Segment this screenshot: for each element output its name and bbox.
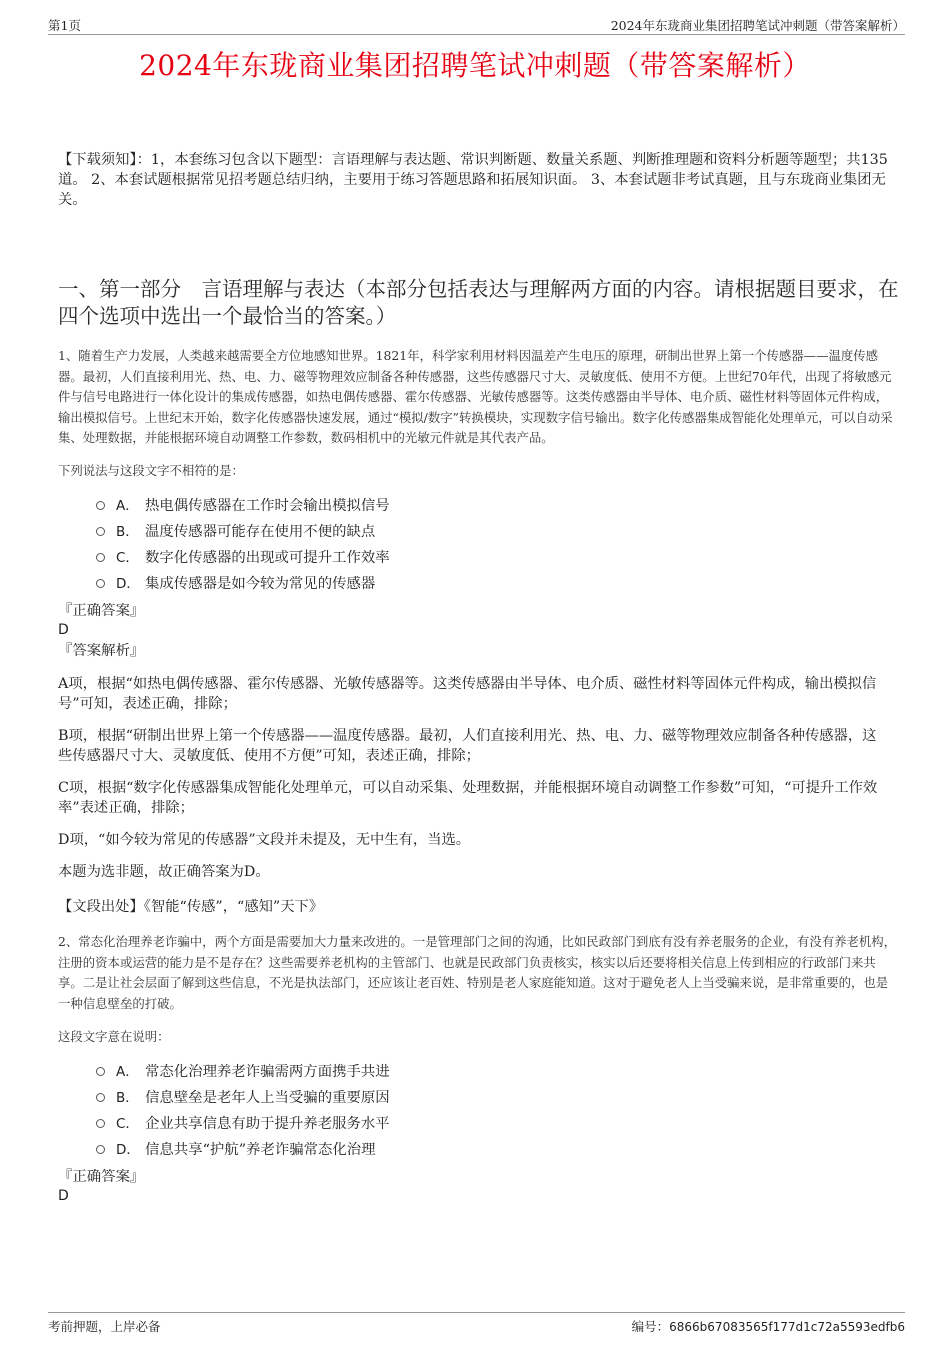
q2-question: 这段文字意在说明： [58, 1029, 170, 1044]
page-number: 第1页 [48, 18, 81, 33]
radio-icon[interactable] [96, 1067, 105, 1076]
q1-conclusion: 本题为选非题，故正确答案为D。 [58, 864, 270, 880]
q1-option-c[interactable]: C． 数字化传感器的出现或可提升工作效率 [96, 545, 696, 571]
q2-passage: 2、常态化治理养老诈骗中，两个方面是需要加大力量来改进的。一是管理部门之间的沟通，比如民政部门到底有没有养老服务的企业，有没有养老机构，注册的资本或运营的能力是不是存在？这些需要养老机构的主管部门、也就是民政部门负责核实，核实以后还要将相关信息上传到相应的行政部门来共享。二是让社会层面了解到这些信息，不光是执法部门，还应该让老百姓、特别是老人家庭能知道。这对于避免老人上当受骗来说，是非常重要的，也是一种信息壁垒的打破。 [58, 934, 897, 1011]
q1-passage: 1、随着生产力发展，人类越来越需要全方位地感知世界。1821年，科学家利用材料因温差产生电压的原理，研制出世界上第一个传感器——温度传感器。最初，人们直接利用光、热、电、力、磁等物理效应制备各种传感器，这些传感器尺寸大、灵敏度低、使用不方便。上世纪70年代，出现了将敏感元件与信号电路进行一体化设计的集成传感器，如热电偶传感器、霍尔传感器、光敏传感器等。这类传感器由半导体、电介质、磁性材料等固体元件构成，输出模拟信号。上世纪末开始，数字化传感器快速发展，通过“模拟/数字”转换模块，实现数字信号输出。数字化传感器集成智能化处理单元，可以自动采集、处理数据，并能根据环境自动调整工作参数，数码相机中的光敏元件就是其代表产品。 [58, 348, 893, 446]
q2-answer-label: 『正确答案』 [58, 1169, 145, 1185]
q1-question: 下列说法与这段文字不相符的是： [58, 463, 244, 478]
q2-option-b[interactable]: B． 信息壁垒是老年人上当受骗的重要原因 [96, 1085, 696, 1111]
document-title: 2024年东珑商业集团招聘笔试冲刺题（带答案解析） [139, 49, 811, 82]
q1-explain-c: C项，根据“数字化传感器集成智能化处理单元，可以自动采集、处理数据，并能根据环境自动调整工作参数”可知，“可提升工作效率”表述正确，排除； [58, 780, 878, 816]
radio-icon[interactable] [96, 501, 105, 510]
q1-explain-b: B项，根据“研制出世界上第一个传感器——温度传感器。最初，人们直接利用光、热、电、力、磁等物理效应制备各种传感器，这些传感器尺寸大、灵敏度低、使用不方便”可知，表述正确，排除； [58, 728, 877, 764]
footer-code: 编号：6866b67083565f177d1c72a5593edfb6 [631, 1319, 905, 1334]
footer-slogan: 考前押题，上岸必备 [48, 1319, 161, 1334]
radio-icon[interactable] [96, 1145, 105, 1154]
q1-answer: D [58, 622, 69, 638]
q1-explain-label: 『答案解析』 [58, 643, 145, 659]
q1-option-d[interactable]: D． 集成传感器是如今较为常见的传感器 [96, 571, 696, 597]
page-footer [48, 1312, 905, 1335]
page-header [48, 14, 905, 35]
q1-options [96, 493, 696, 597]
radio-icon[interactable] [96, 527, 105, 536]
radio-icon[interactable] [96, 553, 105, 562]
section-heading: 一、第一部分 言语理解与表达（本部分包括表达与理解两方面的内容。请根据题目要求，在四个选项中选出一个最恰当的答案。） [58, 277, 899, 328]
q1-option-a[interactable]: A． 热电偶传感器在工作时会输出模拟信号 [96, 493, 696, 519]
q2-option-a[interactable]: A． 常态化治理养老诈骗需两方面携手共进 [96, 1059, 696, 1085]
q1-answer-label: 『正确答案』 [58, 603, 145, 619]
radio-icon[interactable] [96, 1119, 105, 1128]
q2-option-d[interactable]: D． 信息共享“护航”养老诈骗常态化治理 [96, 1137, 696, 1163]
q1-explain-d: D项，“如今较为常见的传感器”文段并未提及，无中生有，当选。 [58, 832, 471, 848]
q1-explain-a: A项，根据“如热电偶传感器、霍尔传感器、光敏传感器等。这类传感器由半导体、电介质、磁性材料等固体元件构成，输出模拟信号”可知，表述正确，排除； [58, 676, 877, 712]
q1-option-b[interactable]: B． 温度传感器可能存在使用不便的缺点 [96, 519, 696, 545]
q2-option-c[interactable]: C． 企业共享信息有助于提升养老服务水平 [96, 1111, 696, 1137]
download-notice: 【下载须知】：1，本套练习包含以下题型：言语理解与表达题、常识判断题、数量关系题、判断推理题和资料分析题等题型；共135道。 2、本套试题根据常见招考题总结归纳，主要用于练习答题思路和拓展知识面。 3、本套试题非考试真题，且与东珑商业集团无关。 [58, 152, 888, 208]
q1-source: 【文段出处】《智能“传感”，“感知”天下》 [58, 899, 324, 915]
q2-answer: D [58, 1188, 69, 1204]
radio-icon[interactable] [96, 1093, 105, 1102]
header-doc-title: 2024年东珑商业集团招聘笔试冲刺题（带答案解析） [610, 18, 905, 33]
radio-icon[interactable] [96, 579, 105, 588]
q2-options [96, 1059, 696, 1163]
